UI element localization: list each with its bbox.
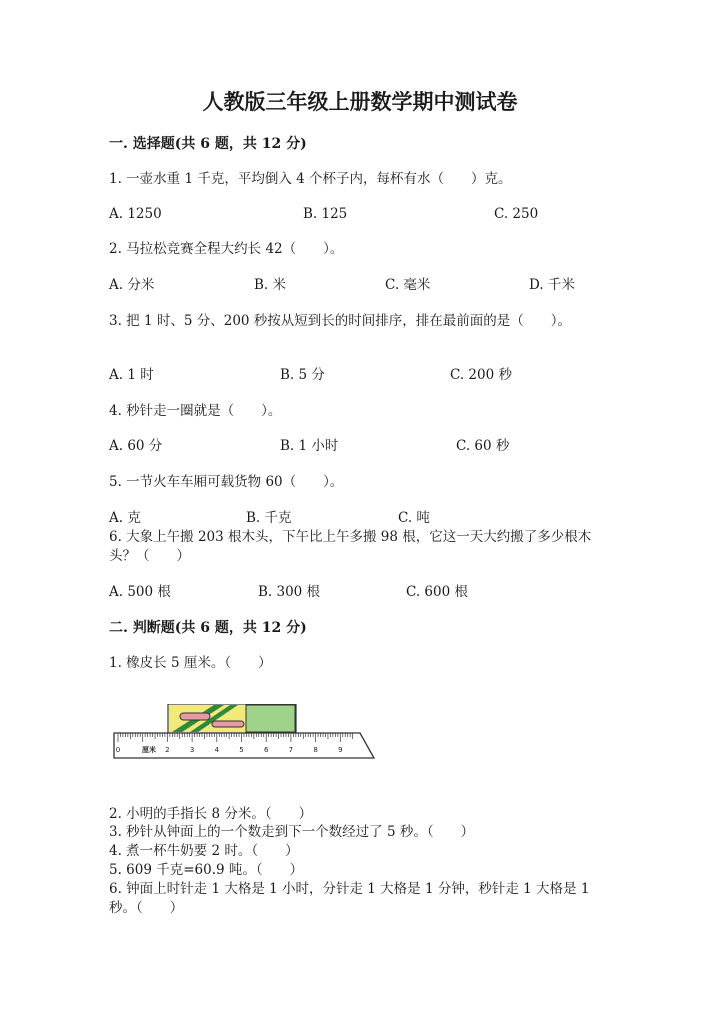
q2-option-c: C. 毫米 <box>385 277 431 293</box>
question-2-text: 2. 马拉松竞赛全程大约长 42（ ）。 <box>109 241 344 257</box>
ruler-number: 2 <box>165 746 170 754</box>
ruler-unit-label: 厘米 <box>142 746 156 754</box>
eraser-pink-sleeve-bottom <box>212 721 244 727</box>
q3-option-c: C. 200 秒 <box>450 367 512 383</box>
ruler-number: 9 <box>338 746 343 754</box>
q3-option-b: B. 5 分 <box>280 367 325 383</box>
ruler-number: 3 <box>189 746 195 754</box>
question-6-text-line-2: 头？（ ） <box>109 548 190 564</box>
q1-option-a: A. 1250 <box>109 206 162 222</box>
judgement-3-text: 3. 秒针从钟面上的一个数走到下一个数经过了 5 秒。（ ） <box>109 824 475 840</box>
q5-option-c: C. 吨 <box>398 510 430 526</box>
judgement-5-text: 5. 609 千克=60.9 吨。（ ） <box>109 862 304 878</box>
q6-option-b: B. 300 根 <box>258 584 321 600</box>
ruler-number: 4 <box>214 746 220 754</box>
question-1-text: 1. 一壶水重 1 千克，平均倒入 4 个杯子内，每杯有水（ ）克。 <box>109 171 512 187</box>
q2-option-d: D. 千米 <box>529 277 575 293</box>
question-5-text: 5. 一节火车车厢可载货物 60（ ）。 <box>109 474 344 490</box>
q3-option-a: A. 1 时 <box>109 367 154 383</box>
judgement-1-text: 1. 橡皮长 5 厘米。（ ） <box>109 655 272 671</box>
q4-option-a: A. 60 分 <box>109 438 163 454</box>
question-3-text: 3. 把 1 时、5 分、200 秒按从短到长的时间排序，排在最前面的是（ ）。 <box>109 313 572 329</box>
judgement-6-text-line-2: 秒。（ ） <box>109 900 184 916</box>
q1-option-c: C. 250 <box>494 206 539 222</box>
q5-option-b: B. 千克 <box>246 510 292 526</box>
q2-option-a: A. 分米 <box>109 277 155 293</box>
ruler-number: 0 <box>115 746 121 754</box>
q4-option-c: C. 60 秒 <box>456 438 510 454</box>
q6-option-a: A. 500 根 <box>109 584 171 600</box>
q6-option-c: C. 600 根 <box>406 584 468 600</box>
eraser <box>168 704 296 733</box>
ruler-eraser-illustration <box>112 704 376 766</box>
ruler-number: 7 <box>288 746 294 754</box>
ruler-number: 5 <box>239 746 244 754</box>
ruler-number: 6 <box>263 746 269 754</box>
ruler-number: 8 <box>313 746 318 754</box>
eraser-pink-sleeve-top <box>180 713 210 720</box>
section-1-heading: 一. 选择题(共 6 题，共 12 分) <box>109 136 307 152</box>
q2-option-b: B. 米 <box>254 277 287 293</box>
question-6-text-line-1: 6. 大象上午搬 203 根木头，下午比上午多搬 98 根，它这一天大约搬了多少根木 <box>109 529 592 545</box>
judgement-4-text: 4. 煮一杯牛奶要 2 时。（ ） <box>109 843 299 859</box>
q4-option-b: B. 1 小时 <box>280 438 339 454</box>
q1-option-b: B. 125 <box>303 206 348 222</box>
judgement-2-text: 2. 小明的手指长 8 分米。（ ） <box>109 806 313 822</box>
question-4-text: 4. 秒针走一圈就是（ ）。 <box>109 403 282 419</box>
page-title: 人教版三年级上册数学期中测试卷 <box>202 89 518 114</box>
eraser-green-part <box>246 705 295 732</box>
q5-option-a: A. 克 <box>109 510 141 526</box>
judgement-6-text-line-1: 6. 钟面上时针走 1 大格是 1 小时，分针走 1 大格是 1 分钟，秒针走 1 大格是 1 <box>109 881 590 897</box>
section-2-heading: 二. 判断题(共 6 题，共 12 分) <box>109 620 307 636</box>
